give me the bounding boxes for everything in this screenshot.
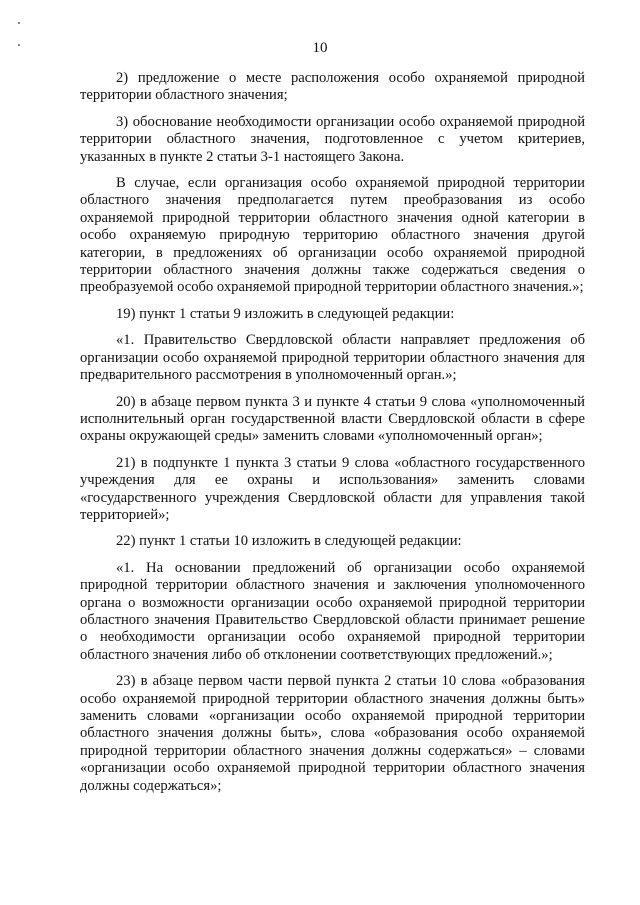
paragraph-quote-article-10: «1. На основании предложений об организации особо охраняемой природной территории областного значения и заключения уполномоченного органа о возможности организации особо охраняемой природной территории областного значения Правительство Свердловской области принимает решение о необходимости организации особо охраняемой природной территории областного значения либо об отклонении соответствующих предложений.»; <box>80 559 585 663</box>
paragraph-amendment-19: 19) пункт 1 статьи 9 изложить в следующей редакции: <box>116 305 455 322</box>
paragraph-amendment-22: 22) пункт 1 статьи 10 изложить в следующей редакции: <box>116 533 462 550</box>
scan-mark <box>18 22 20 24</box>
paragraph-item-3: 3) обоснование необходимости организации особо охраняемой природной территории областного значения, подготовленное с учетом критериев, указанных в пункте 2 статьи 3-1 настоящего Закона. <box>80 113 585 165</box>
page-number: 10 <box>312 40 328 56</box>
document-body <box>80 70 585 804</box>
paragraph-amendment-20: 20) в абзаце первом пункта 3 и пункте 4 статьи 9 слова «уполномоченный исполнительный орган государственной власти Свердловской области в сфере охраны окружающей среды» заменить словами «уполномоченный орган»; <box>80 393 585 445</box>
paragraph-conversion-clause: В случае, если организация особо охраняемой природной территории областного значения предполагается путем преобразования из особо охраняемой природной территории областного значения одной категории в особо охраняемую природную территорию областного значения другой категории, в предложениях об организации особо охраняемой природной территории областного значения должны также содержаться сведения о преобразуемой особо охраняемой природной территории областного значения.»; <box>80 175 585 296</box>
paragraph-item-2: 2) предложение о месте расположения особо охраняемой природной территории областного значения; <box>80 70 585 104</box>
paragraph-amendment-23: 23) в абзаце первом части первой пункта 2 статьи 10 слова «образования особо охраняемой природной территории областного значения должны быть» заменить словами «организации особо охраняемой природной территории областного значения должны быть», слова «образования особо охраняемой природной территории областного значения должны содержаться» – словами «организации особо охраняемой природной территории областного значения должны содержаться»; <box>80 673 585 794</box>
paragraph-amendment-21: 21) в подпункте 1 пункта 3 статьи 9 слова «областного государственного учреждения для ее охраны и использования» заменить словами «государственного учреждения Свердловской области для управления такой территорией»; <box>80 454 585 523</box>
paragraph-quote-article-9: «1. Правительство Свердловской области направляет предложения об организации особо охраняемой природной территории областного значения для предварительного рассмотрения в уполномоченный орган.»; <box>80 332 585 384</box>
